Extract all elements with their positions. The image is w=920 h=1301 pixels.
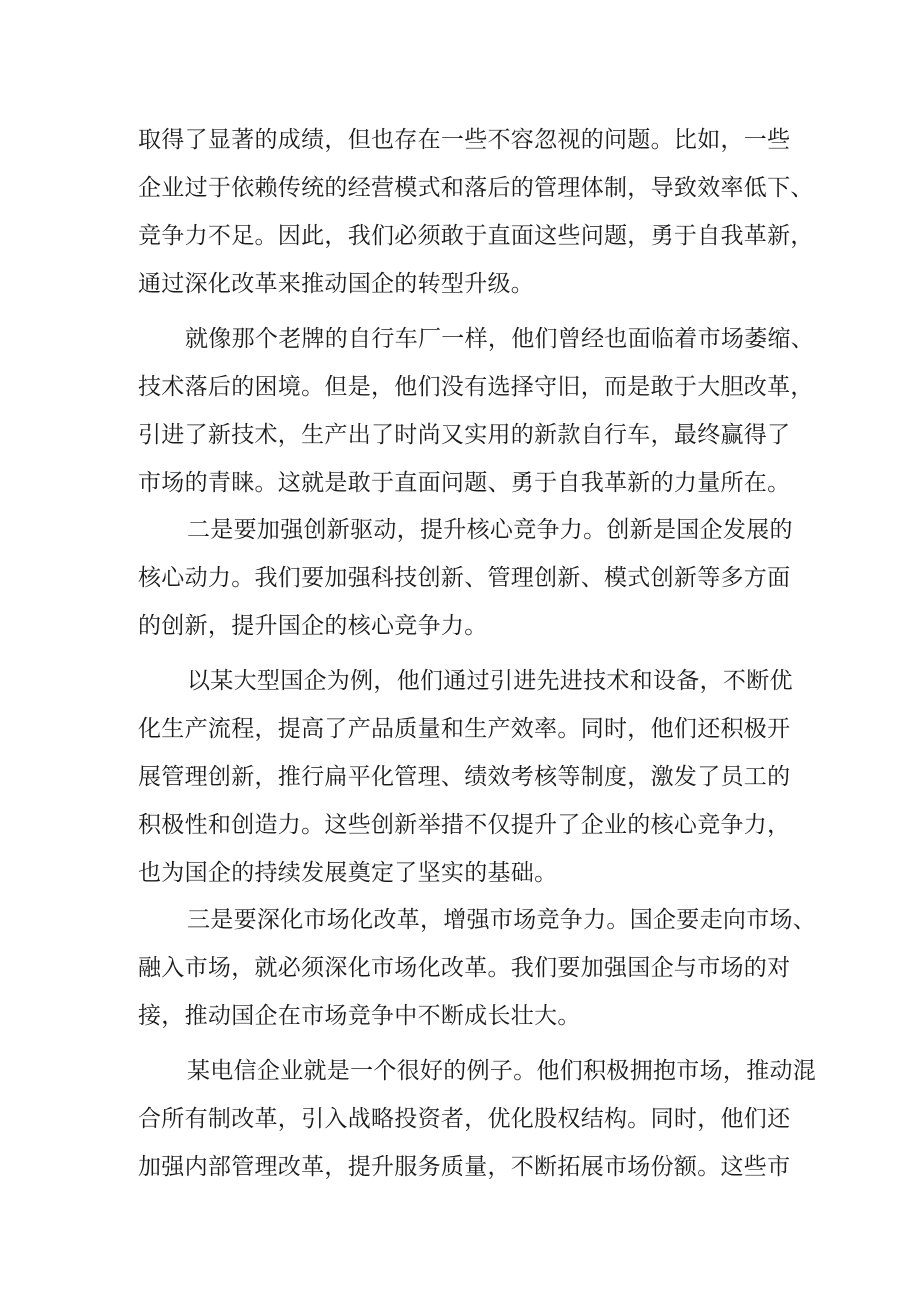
text-line: 技术落后的困境。但是，他们没有选择守旧，而是敢于大胆改革， [138,374,814,400]
text-line: 通过深化改革来推动国企的转型升级。 [138,271,535,297]
text-line: 引进了新技术，生产出了时尚又实用的新款自行车，最终赢得了 [138,422,791,448]
text-line: 市场的青睐。这就是敢于直面问题、勇于自我革新的力量所在。 [138,470,791,496]
text-line: 也为国企的持续发展奠定了坚实的基础。 [138,860,558,886]
text-line: 加强内部管理改革，提升服务质量，不断拓展市场份额。这些市 [138,1154,791,1180]
text-line: 合所有制改革，引入战略投资者，优化股权结构。同时，他们还 [138,1106,791,1132]
paragraph-first-line: 二是要加强创新驱动，提升核心竞争力。创新是国企发展的 [187,517,793,543]
text-line: 的创新，提升国企的核心竞争力。 [138,613,488,639]
text-line: 融入市场，就必须深化市场化改革。我们要加强国企与市场的对 [138,955,791,981]
text-line: 核心动力。我们要加强科技创新、管理创新、模式创新等多方面 [138,565,791,591]
text-line: 企业过于依赖传统的经营模式和落后的管理体制，导致效率低下、 [138,175,814,201]
text-line: 竞争力不足。因此，我们必须敢于直面这些问题，勇于自我革新， [138,223,814,249]
text-line: 取得了显著的成绩，但也存在一些不容忽视的问题。比如，一些 [138,127,791,153]
paragraph-first-line: 以某大型国企为例，他们通过引进先进技术和设备，不断优 [187,668,793,694]
paragraph-first-line: 三是要深化市场化改革，增强市场竞争力。国企要走向市场、 [187,907,817,933]
text-line: 积极性和创造力。这些创新举措不仅提升了企业的核心竞争力， [138,812,791,838]
paragraph-first-line: 某电信企业就是一个很好的例子。他们积极拥抱市场，推动混 [187,1058,817,1084]
text-line: 化生产流程，提高了产品质量和生产效率。同时，他们还积极开 [138,716,791,742]
text-line: 展管理创新，推行扁平化管理、绩效考核等制度，激发了员工的 [138,764,791,790]
text-line: 接，推动国企在市场竞争中不断成长壮大。 [138,1003,581,1029]
paragraph-first-line: 就像那个老牌的自行车厂一样，他们曾经也面临着市场萎缩、 [185,326,815,352]
